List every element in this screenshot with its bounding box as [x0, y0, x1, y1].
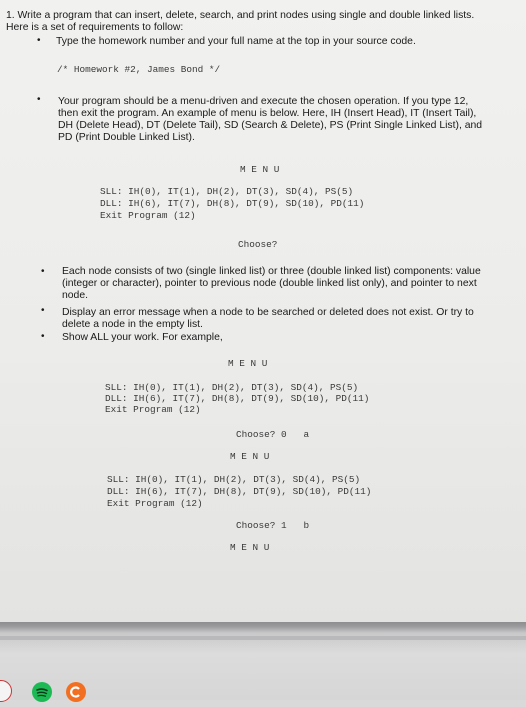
bullet-marker: • — [37, 35, 41, 46]
chegg-logo-icon — [66, 682, 86, 702]
homework-comment-code: /* Homework #2, James Bond */ — [57, 64, 221, 75]
menu-title: M E N U — [240, 164, 280, 175]
question-line-2: Here is a set of requirements to follow: — [6, 22, 184, 33]
example-choose-prompt-2: Choose? 1 b — [236, 520, 310, 531]
example-exit-line-2: Exit Program (12) — [107, 498, 203, 509]
menu-sll-line: SLL: IH(0), IT(1), DH(2), DT(3), SD(4), PS(5) — [100, 186, 354, 197]
example-sll-line: SLL: IH(0), IT(1), DH(2), DT(3), SD(4), PS(5) — [105, 382, 359, 393]
example-menu-title-2: M E N U — [230, 451, 270, 462]
chegg-icon[interactable] — [66, 682, 86, 702]
bullet-show-work: Show ALL your work. For example, — [62, 332, 223, 343]
bullet-node-line-1: Each node consists of two (single linked list) or three (double linked list) components: value — [62, 266, 481, 277]
bullet-homework: Type the homework number and your full name at the top in your source code. — [56, 36, 416, 47]
divider-strip — [0, 636, 526, 640]
bullet-error-line-2: delete a node in the empty list. — [62, 319, 203, 330]
bullet-marker: • — [41, 266, 45, 277]
example-menu-title: M E N U — [228, 358, 268, 369]
spotify-icon[interactable] — [32, 682, 52, 702]
example-menu-title-3: M E N U — [230, 542, 270, 553]
bullet-menu-line-3: DH (Delete Head), DT (Delete Tail), SD (Search & Delete), PS (Print Single Linked List), and — [58, 120, 483, 131]
bullet-node-line-2: (integer or character), pointer to previous node (double linked list only), and pointer to next — [62, 278, 477, 289]
bullet-menu-line-4: PD (Print Double Linked List). — [58, 132, 195, 143]
bullet-menu-line-1: Your program should be a menu-driven and execute the chosen operation. If you type 12, — [58, 96, 469, 107]
bullet-node-line-3: node. — [62, 290, 89, 301]
menu-choose-prompt: Choose? — [238, 239, 278, 250]
example-exit-line: Exit Program (12) — [105, 404, 201, 415]
example-sll-line-2: SLL: IH(0), IT(1), DH(2), DT(3), SD(4), PS(5) — [107, 474, 361, 485]
example-dll-line-2: DLL: IH(6), IT(7), DH(8), DT(9), SD(10), PD(11) — [107, 486, 372, 497]
bullet-marker: • — [41, 331, 45, 342]
bullet-error-line-1: Display an error message when a node to be searched or deleted does not exist. Or try to — [62, 307, 474, 318]
bullet-menu-line-2: then exit the program. An example of menu is below. Here, IH (Insert Head), IT (Insert Tail), — [58, 108, 477, 119]
question-line-1: 1. Write a program that can insert, delete, search, and print nodes using single and double linked lists. — [6, 10, 475, 21]
menu-dll-line: DLL: IH(6), IT(7), DH(8), DT(9), SD(10), PD(11) — [100, 198, 365, 209]
example-choose-prompt-1: Choose? 0 a — [236, 429, 310, 440]
bullet-marker: • — [41, 305, 45, 316]
example-dll-line: DLL: IH(6), IT(7), DH(8), DT(9), SD(10), PD(11) — [105, 393, 370, 404]
menu-exit-line: Exit Program (12) — [100, 210, 196, 221]
spotify-waves-icon — [32, 682, 52, 702]
bullet-marker: • — [37, 94, 41, 105]
